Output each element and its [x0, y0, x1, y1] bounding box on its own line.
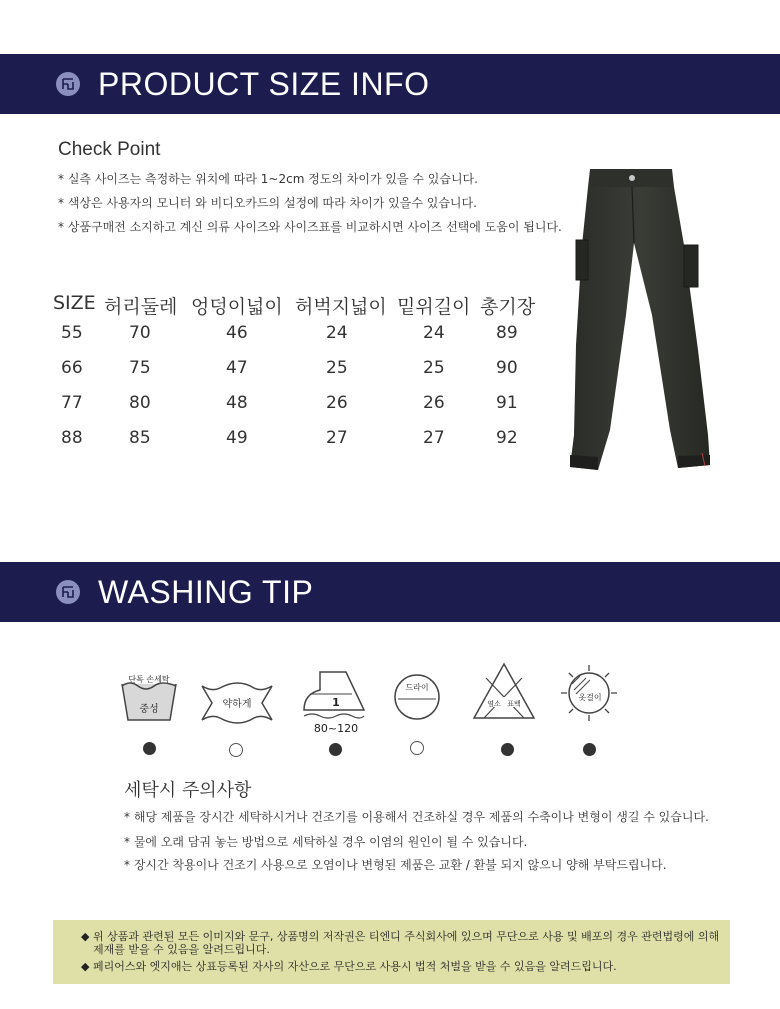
- no-bleach-icon: [472, 662, 536, 724]
- table-cell: 88: [61, 428, 83, 448]
- table-header: 허벅지넓이: [295, 296, 387, 318]
- iron-label: 1: [332, 696, 340, 709]
- table-cell: 92: [496, 428, 518, 448]
- table-cell: 26: [423, 393, 445, 413]
- table-cell: 91: [496, 393, 518, 413]
- table-cell: 80: [129, 393, 151, 413]
- washing-caution-line: * 물에 오래 담궈 놓는 방법으로 세탁하실 경우 이염의 원인이 될 수 있습니다.: [124, 835, 528, 849]
- check-point-line: * 실측 사이즈는 측정하는 위치에 따라 1~2cm 정도의 차이가 있을 수 있습니다.: [58, 172, 478, 186]
- table-cell: 90: [496, 358, 518, 378]
- table-cell: 25: [326, 358, 348, 378]
- table-cell: 48: [226, 393, 248, 413]
- table-cell: 25: [423, 358, 445, 378]
- product-image-pants: [560, 165, 720, 484]
- hang-dry-label: 옷걸이: [578, 693, 602, 702]
- table-header: SIZE: [53, 292, 96, 314]
- notice-line: ◆ 위 상품과 관련된 모든 이미지와 문구, 상품명의 저작권은 티엔디 주식회사에 있으며 무단으로 사용 및 배포의 경우 관련법령에 의해: [81, 930, 720, 943]
- brand-logo-icon: [56, 72, 80, 96]
- hang-dry-indicator: [583, 743, 596, 756]
- dry-clean-icon: [392, 672, 442, 726]
- table-cell: 66: [61, 358, 83, 378]
- table-header: 허리둘레: [104, 296, 178, 318]
- table-cell: 26: [326, 393, 348, 413]
- hand-wash-icon: [118, 672, 180, 728]
- check-point-line: * 상품구매전 소지하고 계신 의류 사이즈와 사이즈표를 비교하시면 사이즈 선택에 도움이 됩니다.: [58, 220, 562, 234]
- iron-caption: 80~120: [313, 722, 359, 735]
- iron-icon: [298, 668, 370, 742]
- gentle-wash-label: 약하게: [222, 699, 252, 710]
- washing-caution-line: * 해당 제품을 장시간 세탁하시거나 건조기를 이용해서 건조하실 경우 제품의 수축이나 변형이 생길 수 있습니다.: [124, 810, 709, 824]
- brand-logo-icon: [56, 580, 80, 604]
- notice-line: ◆ 페리어스와 엣지애는 상표등록된 자사의 자산으로 무단으로 사용시 법적 처벌을 받을 수 있음을 알려드립니다.: [81, 960, 617, 973]
- hang-dry-shade-icon: [558, 662, 620, 728]
- washing-tip-title: WASHING TIP: [98, 574, 314, 610]
- table-cell: 27: [423, 428, 445, 448]
- gentle-wash-indicator: [229, 743, 243, 757]
- washing-caution-title: 세탁시 주의사항: [124, 780, 252, 801]
- table-cell: 49: [226, 428, 248, 448]
- size-info-banner: [0, 54, 780, 114]
- washing-tip-banner: [0, 562, 780, 622]
- copyright-notice: [53, 920, 730, 984]
- no-bleach-indicator: [501, 743, 514, 756]
- table-header: 총기장: [480, 296, 536, 318]
- table-cell: 55: [61, 323, 83, 343]
- no-bleach-label-left: 염소: [487, 700, 501, 708]
- table-cell: 27: [326, 428, 348, 448]
- dry-clean-label: 드라이: [405, 683, 429, 692]
- washing-caution-line: * 장시간 착용이나 건조기 사용으로 오염이나 변형된 제품은 교환 / 환불 되지 않으니 양해 부탁드립니다.: [124, 858, 667, 872]
- hand-wash-label-bottom: 중성: [139, 704, 159, 715]
- table-cell: 89: [496, 323, 518, 343]
- table-header: 밑위길이: [397, 296, 471, 318]
- table-header: 엉덩이넓이: [191, 296, 283, 318]
- notice-line: 제재를 받을 수 있음을 알려드립니다.: [93, 943, 270, 956]
- table-cell: 46: [226, 323, 248, 343]
- check-point-title: Check Point: [58, 139, 161, 160]
- dry-clean-indicator: [410, 741, 424, 755]
- table-cell: 47: [226, 358, 248, 378]
- table-cell: 85: [129, 428, 151, 448]
- gentle-wash-icon: [198, 680, 276, 730]
- table-cell: 70: [129, 323, 151, 343]
- iron-indicator: [329, 743, 342, 756]
- hand-wash-label-top: 단독 손세탁: [128, 675, 170, 684]
- check-point-line: * 색상은 사용자의 모니터 와 비디오카드의 설정에 따라 차이가 있을수 있습니다.: [58, 196, 477, 210]
- hand-wash-indicator: [143, 742, 156, 755]
- table-cell: 24: [423, 323, 445, 343]
- table-cell: 77: [61, 393, 83, 413]
- size-info-title: PRODUCT SIZE INFO: [98, 66, 430, 102]
- no-bleach-label-right: 표백: [507, 700, 521, 708]
- table-cell: 75: [129, 358, 151, 378]
- table-cell: 24: [326, 323, 348, 343]
